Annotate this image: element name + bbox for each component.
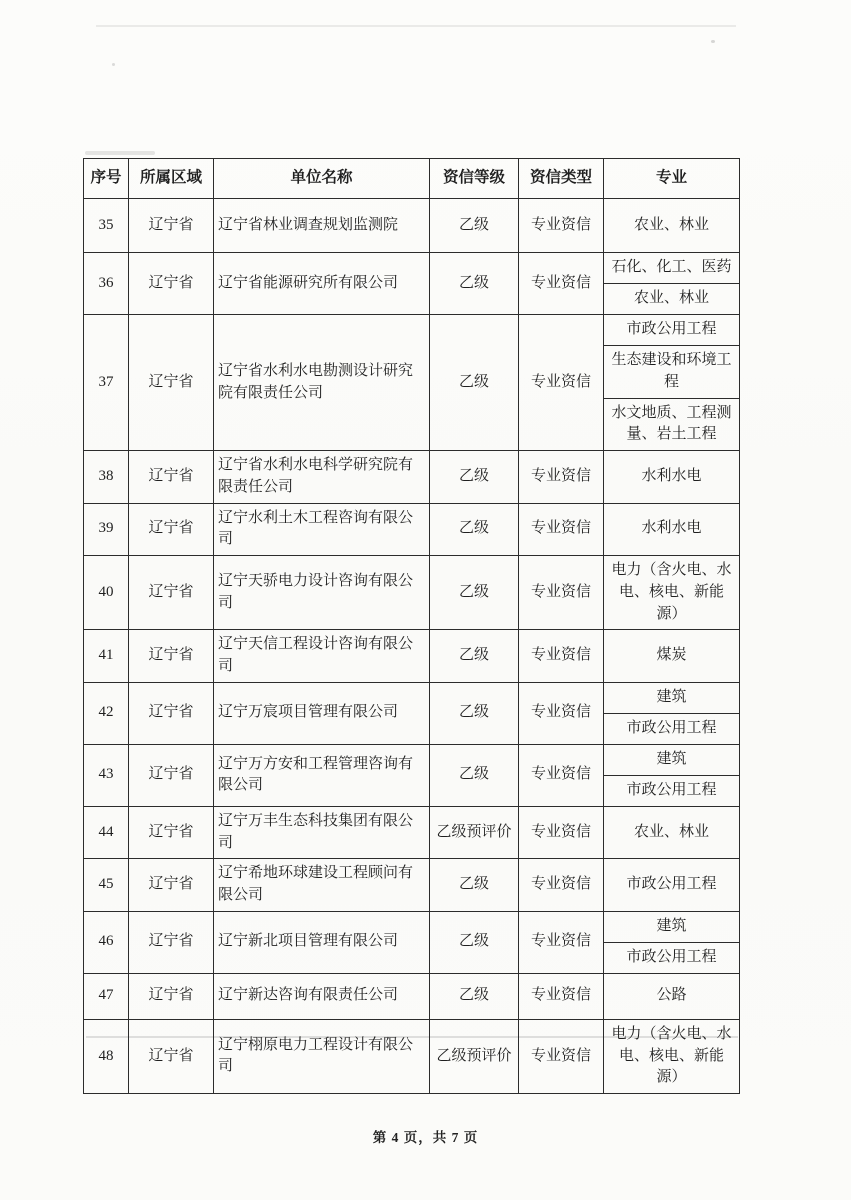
scan-streak-artifact	[96, 25, 736, 27]
cell-serial-no: 44	[84, 806, 129, 859]
cell-credit-grade: 乙级预评价	[430, 1019, 519, 1093]
cell-serial-no: 41	[84, 630, 129, 683]
cell-credit-type: 专业资信	[519, 973, 604, 1019]
cell-region: 辽宁省	[129, 630, 214, 683]
cell-company-name: 辽宁天信工程设计咨询有限公司	[214, 630, 430, 683]
cell-region: 辽宁省	[129, 859, 214, 912]
cell-specialty: 建筑	[604, 911, 740, 942]
column-header-serial-no: 序号	[84, 159, 129, 199]
cell-company-name: 辽宁万方安和工程管理咨询有限公司	[214, 744, 430, 806]
cell-serial-no: 39	[84, 503, 129, 556]
cell-specialty: 公路	[604, 973, 740, 1019]
cell-specialty: 电力（含火电、水电、核电、新能源）	[604, 556, 740, 630]
cell-credit-grade: 乙级	[430, 503, 519, 556]
cell-serial-no: 48	[84, 1019, 129, 1093]
cell-serial-no: 42	[84, 682, 129, 744]
cell-company-name: 辽宁新达咨询有限责任公司	[214, 973, 430, 1019]
cell-credit-type: 专业资信	[519, 1019, 604, 1093]
cell-specialty: 市政公用工程	[604, 942, 740, 973]
cell-credit-grade: 乙级	[430, 859, 519, 912]
cell-company-name: 辽宁希地环球建设工程顾问有限公司	[214, 859, 430, 912]
cell-region: 辽宁省	[129, 503, 214, 556]
cell-region: 辽宁省	[129, 744, 214, 806]
cell-credit-type: 专业资信	[519, 315, 604, 451]
cell-specialty: 电力（含火电、水电、核电、新能源）	[604, 1019, 740, 1093]
table-row	[84, 806, 740, 859]
column-header-company: 单位名称	[214, 159, 430, 199]
cell-specialty: 农业、林业	[604, 199, 740, 253]
table-row	[84, 253, 740, 284]
table-row	[84, 911, 740, 942]
cell-specialty: 建筑	[604, 744, 740, 775]
column-header-credit-grade: 资信等级	[430, 159, 519, 199]
table-row	[84, 315, 740, 346]
cell-company-name: 辽宁栩原电力工程设计有限公司	[214, 1019, 430, 1093]
scan-speck-artifact	[711, 40, 715, 43]
cell-specialty: 煤炭	[604, 630, 740, 683]
cell-company-name: 辽宁水利土木工程咨询有限公司	[214, 503, 430, 556]
cell-specialty: 农业、林业	[604, 284, 740, 315]
cell-company-name: 辽宁省林业调查规划监测院	[214, 199, 430, 253]
cell-credit-grade: 乙级	[430, 315, 519, 451]
table-row	[84, 1019, 740, 1093]
cell-credit-grade: 乙级预评价	[430, 806, 519, 859]
cell-company-name: 辽宁新北项目管理有限公司	[214, 911, 430, 973]
cell-region: 辽宁省	[129, 682, 214, 744]
table-row	[84, 682, 740, 713]
column-header-region: 所属区域	[129, 159, 214, 199]
table-row	[84, 859, 740, 912]
cell-specialty: 生态建设和环境工程	[604, 346, 740, 399]
cell-company-name: 辽宁万宸项目管理有限公司	[214, 682, 430, 744]
cell-company-name: 辽宁省能源研究所有限公司	[214, 253, 430, 315]
column-header-specialty: 专业	[604, 159, 740, 199]
cell-company-name: 辽宁天骄电力设计咨询有限公司	[214, 556, 430, 630]
cell-serial-no: 37	[84, 315, 129, 451]
cell-credit-grade: 乙级	[430, 744, 519, 806]
cell-serial-no: 46	[84, 911, 129, 973]
page-number-footer: 第 4 页，共 7 页	[372, 1130, 479, 1145]
table-header-row	[84, 159, 740, 199]
cell-credit-grade: 乙级	[430, 630, 519, 683]
cell-specialty: 市政公用工程	[604, 859, 740, 912]
cell-credit-type: 专业资信	[519, 859, 604, 912]
cell-specialty: 农业、林业	[604, 806, 740, 859]
cell-serial-no: 43	[84, 744, 129, 806]
cell-specialty: 市政公用工程	[604, 315, 740, 346]
cell-specialty: 水利水电	[604, 451, 740, 504]
table-row	[84, 744, 740, 775]
table-row	[84, 556, 740, 630]
table-row	[84, 451, 740, 504]
cell-company-name: 辽宁省水利水电勘测设计研究院有限责任公司	[214, 315, 430, 451]
cell-specialty: 建筑	[604, 682, 740, 713]
cell-credit-type: 专业资信	[519, 451, 604, 504]
cell-credit-type: 专业资信	[519, 806, 604, 859]
cell-credit-type: 专业资信	[519, 744, 604, 806]
cell-credit-grade: 乙级	[430, 199, 519, 253]
table-row	[84, 199, 740, 253]
cell-serial-no: 40	[84, 556, 129, 630]
credit-rating-table	[83, 158, 740, 1094]
scan-smudge-artifact	[85, 151, 155, 155]
cell-serial-no: 36	[84, 253, 129, 315]
cell-serial-no: 38	[84, 451, 129, 504]
cell-credit-grade: 乙级	[430, 451, 519, 504]
cell-specialty: 水利水电	[604, 503, 740, 556]
table-row	[84, 503, 740, 556]
cell-company-name: 辽宁省水利水电科学研究院有限责任公司	[214, 451, 430, 504]
cell-region: 辽宁省	[129, 199, 214, 253]
cell-region: 辽宁省	[129, 806, 214, 859]
column-header-credit-type: 资信类型	[519, 159, 604, 199]
cell-serial-no: 45	[84, 859, 129, 912]
cell-specialty: 市政公用工程	[604, 713, 740, 744]
cell-serial-no: 35	[84, 199, 129, 253]
cell-company-name: 辽宁万丰生态科技集团有限公司	[214, 806, 430, 859]
cell-region: 辽宁省	[129, 911, 214, 973]
cell-credit-type: 专业资信	[519, 630, 604, 683]
scan-speck-artifact	[112, 63, 115, 66]
cell-credit-type: 专业资信	[519, 911, 604, 973]
cell-credit-type: 专业资信	[519, 503, 604, 556]
cell-region: 辽宁省	[129, 1019, 214, 1093]
cell-region: 辽宁省	[129, 973, 214, 1019]
cell-credit-type: 专业资信	[519, 682, 604, 744]
cell-credit-grade: 乙级	[430, 253, 519, 315]
cell-region: 辽宁省	[129, 253, 214, 315]
cell-specialty: 水文地质、工程测量、岩土工程	[604, 398, 740, 451]
cell-credit-grade: 乙级	[430, 973, 519, 1019]
cell-credit-grade: 乙级	[430, 682, 519, 744]
cell-serial-no: 47	[84, 973, 129, 1019]
cell-specialty: 石化、化工、医药	[604, 253, 740, 284]
cell-credit-grade: 乙级	[430, 556, 519, 630]
cell-credit-type: 专业资信	[519, 556, 604, 630]
cell-credit-type: 专业资信	[519, 199, 604, 253]
cell-credit-grade: 乙级	[430, 911, 519, 973]
cell-specialty: 市政公用工程	[604, 775, 740, 806]
cell-region: 辽宁省	[129, 451, 214, 504]
table-row	[84, 973, 740, 1019]
table-row	[84, 630, 740, 683]
cell-credit-type: 专业资信	[519, 253, 604, 315]
cell-region: 辽宁省	[129, 315, 214, 451]
cell-region: 辽宁省	[129, 556, 214, 630]
